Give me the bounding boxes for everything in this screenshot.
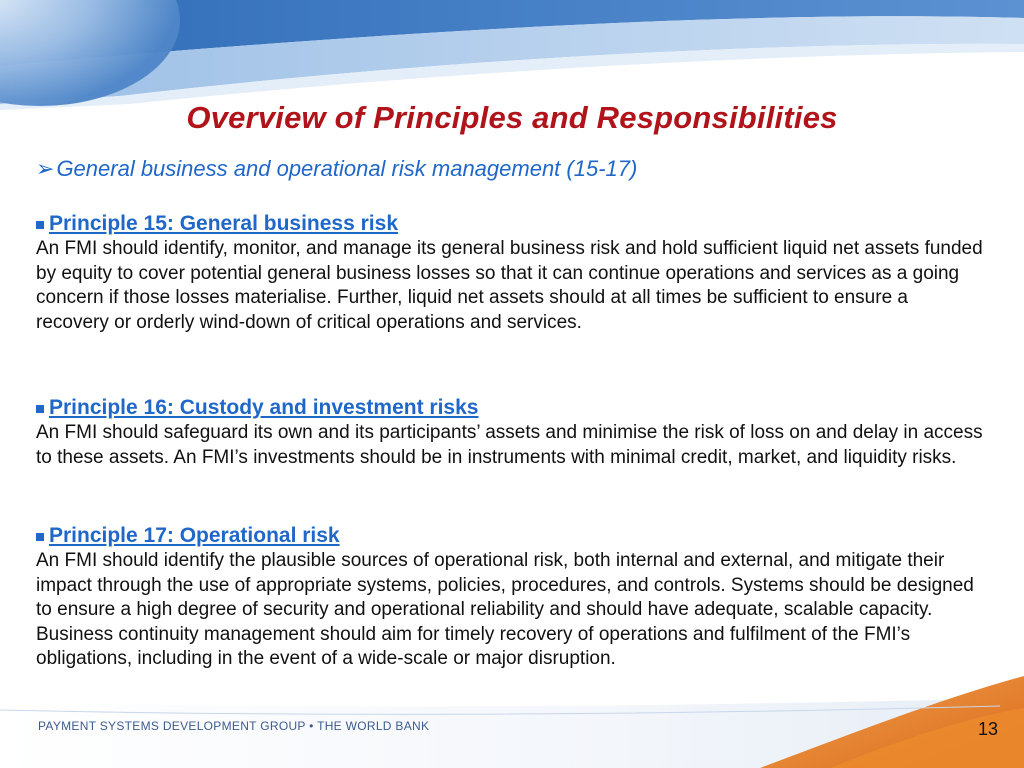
principle-15 (36, 212, 986, 335)
section-subtitle (36, 156, 637, 182)
principle-15-heading (36, 212, 986, 236)
principle-17-text: An FMI should identify the plausible sources of operational risk, both internal and external, and mitigate their impact through the use of appropriate systems, policies, procedures, and controls. Systems should be designed to ensure a high degree of security and operational reliability and should have adequate, scalable capacity. Business continuity management should aim for timely recovery of operations and fulfilment of the FMI’s obligations, including in the event of a wide-scale or major disruption. (36, 550, 974, 669)
principle-17 (36, 524, 986, 672)
principle-16-text: An FMI should safeguard its own and its participants’ assets and minimise the risk of loss on and delay in access to these assets. An FMI’s investments should be in instruments with minimal credit, market, and liquidity risks. (36, 422, 983, 468)
footer-organization: PAYMENT SYSTEMS DEVELOPMENT GROUP • THE WORLD BANK (38, 719, 430, 733)
principle-16 (36, 396, 986, 470)
principle-17-link[interactable]: Principle 17: Operational risk (49, 524, 340, 547)
subtitle-text: General business and operational risk management (15-17) (56, 156, 638, 181)
principle-15-link[interactable]: Principle 15: General business risk (49, 212, 398, 235)
square-bullet-icon (36, 221, 44, 229)
principle-16-link[interactable]: Principle 16: Custody and investment risks (49, 396, 479, 419)
square-bullet-icon (36, 405, 44, 413)
page-number: 13 (977, 719, 998, 739)
principle-15-text: An FMI should identify, monitor, and manage its general business risk and hold sufficient liquid net assets funded by equity to cover potential general business losses so that it can continue operations and services as a going concern if those losses materialise. Further, liquid net assets should at all times be sufficient to ensure a recovery or orderly wind-down of critical operations and services. (36, 238, 983, 333)
slide-title: Overview of Principles and Responsibilities (186, 100, 838, 135)
arrow-bullet-icon: ➢ (36, 156, 55, 181)
square-bullet-icon (36, 533, 44, 541)
header-decoration (0, 0, 1024, 110)
principle-16-heading (36, 396, 986, 420)
principle-17-heading (36, 524, 986, 548)
